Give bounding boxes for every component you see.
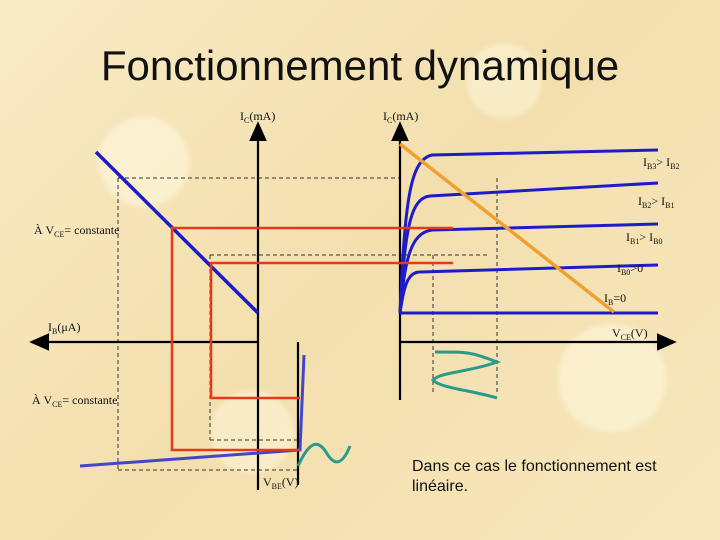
label-ib1: $I_{B1}> I_{B0}$ bbox=[626, 230, 663, 246]
ic-label-right: $I_C(mA)$ bbox=[383, 109, 419, 125]
vce-label: $V_{CE}(V)$ bbox=[612, 326, 648, 342]
ic-label-left: $I_C(mA)$ bbox=[240, 109, 276, 125]
slide-title: Fonctionnement dynamique bbox=[100, 42, 620, 89]
vbe-label: $V_{BE}(V)$ bbox=[263, 475, 299, 491]
transfer-line bbox=[96, 152, 258, 313]
label-ib-zero: $I_B=0$ bbox=[604, 291, 627, 307]
vce-signal-wave bbox=[433, 352, 497, 398]
axes bbox=[38, 130, 668, 490]
conclusion-note: Dans ce cas le fonctionnement est linéaire. bbox=[412, 458, 657, 495]
ib-label: $I_B(\mu A)$ bbox=[48, 320, 81, 336]
dashed-guides bbox=[118, 178, 497, 470]
label-ib0: $I_{B0}>0$ bbox=[617, 261, 644, 277]
vbe-signal-wave bbox=[298, 444, 350, 466]
label-ib3: $I_{B3}> I_{B2}$ bbox=[643, 155, 680, 171]
label-vce-constant-top: À $V_{CE}=$ constante bbox=[34, 223, 120, 239]
label-ib2: $I_{B2}> I_{B1}$ bbox=[638, 194, 675, 210]
label-vce-constant-bottom: À $V_{CE}=$ constante bbox=[32, 393, 118, 409]
operating-lines bbox=[172, 228, 453, 450]
